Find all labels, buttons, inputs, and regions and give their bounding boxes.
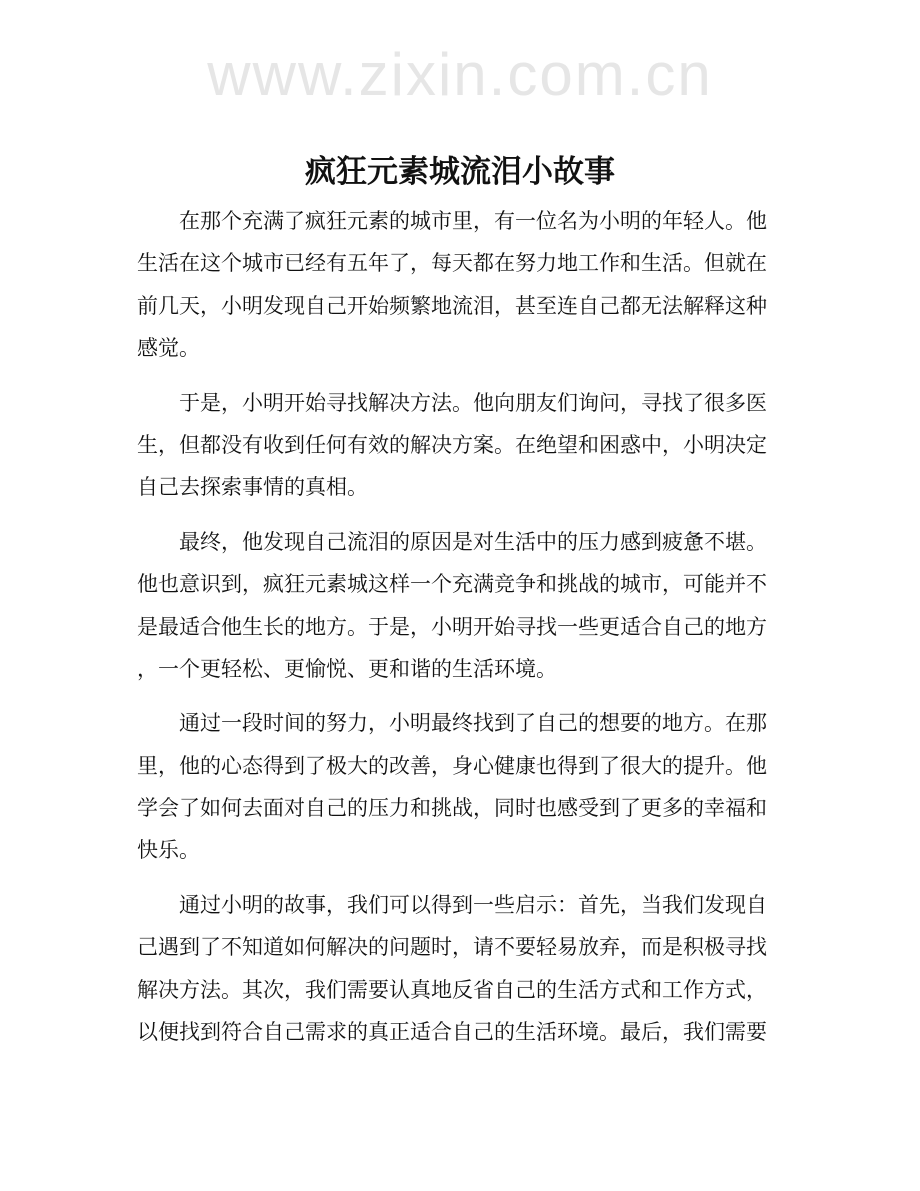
document-body <box>137 200 777 1065</box>
text-line: 生活在这个城市已经有五年了，每天都在努力地工作和生活。但就在 <box>137 251 767 276</box>
text-line: 通过小明的故事，我们可以得到一些启示：首先，当我们发现自 <box>179 892 767 917</box>
text-line: 以便找到符合自己需求的真正适合自己的生活环境。最后，我们需要 <box>137 1020 767 1045</box>
text-line: 于是，小明开始寻找解决方法。他向朋友们询问，寻找了很多医 <box>179 390 767 415</box>
text-line: 学会了如何去面对自己的压力和挑战，同时也感受到了更多的幸福和 <box>137 796 767 821</box>
paragraph <box>137 382 777 509</box>
text-line: 在那个充满了疯狂元素的城市里，有一位名为小明的年轻人。他 <box>179 209 767 233</box>
paragraph <box>137 702 777 872</box>
text-line: 解决方法。其次，我们需要认真地反省自己的生活方式和工作方式， <box>137 977 767 1002</box>
text-line: 最终，他发现自己流泪的原因是对生活中的压力感到疲惫不堪。 <box>179 529 767 554</box>
paragraph <box>137 200 777 370</box>
paragraph <box>137 521 777 691</box>
text-line: 感觉。 <box>137 336 200 361</box>
text-line: 里，他的心态得到了极大的改善，身心健康也得到了很大的提升。他 <box>137 753 767 778</box>
text-line: 他也意识到，疯狂元素城这样一个充满竞争和挑战的城市，可能并不 <box>137 572 767 597</box>
text-line: 自己去探索事情的真相。 <box>137 475 368 500</box>
text-line: 通过一段时间的努力，小明最终找到了自己的想要的地方。在那 <box>179 711 767 736</box>
watermark: www.zixin.com.cn <box>207 41 713 108</box>
text-line: ，一个更轻松、更愉悦、更和谐的生活环境。 <box>137 656 557 681</box>
text-line: 前几天，小明发现自己开始频繁地流泪，甚至连自己都无法解释这种 <box>137 293 767 318</box>
text-line: 生，但都没有收到任何有效的解决方案。在绝望和困惑中，小明决定 <box>137 432 767 457</box>
text-line: 是最适合他生长的地方。于是，小明开始寻找一些更适合自己的地方 <box>137 614 767 639</box>
text-line: 己遇到了不知道如何解决的问题时，请不要轻易放弃，而是积极寻找 <box>137 935 767 960</box>
paragraph <box>137 884 777 1054</box>
document-title: 疯狂元素城流泪小故事 <box>305 154 615 190</box>
text-line: 快乐。 <box>137 838 200 863</box>
